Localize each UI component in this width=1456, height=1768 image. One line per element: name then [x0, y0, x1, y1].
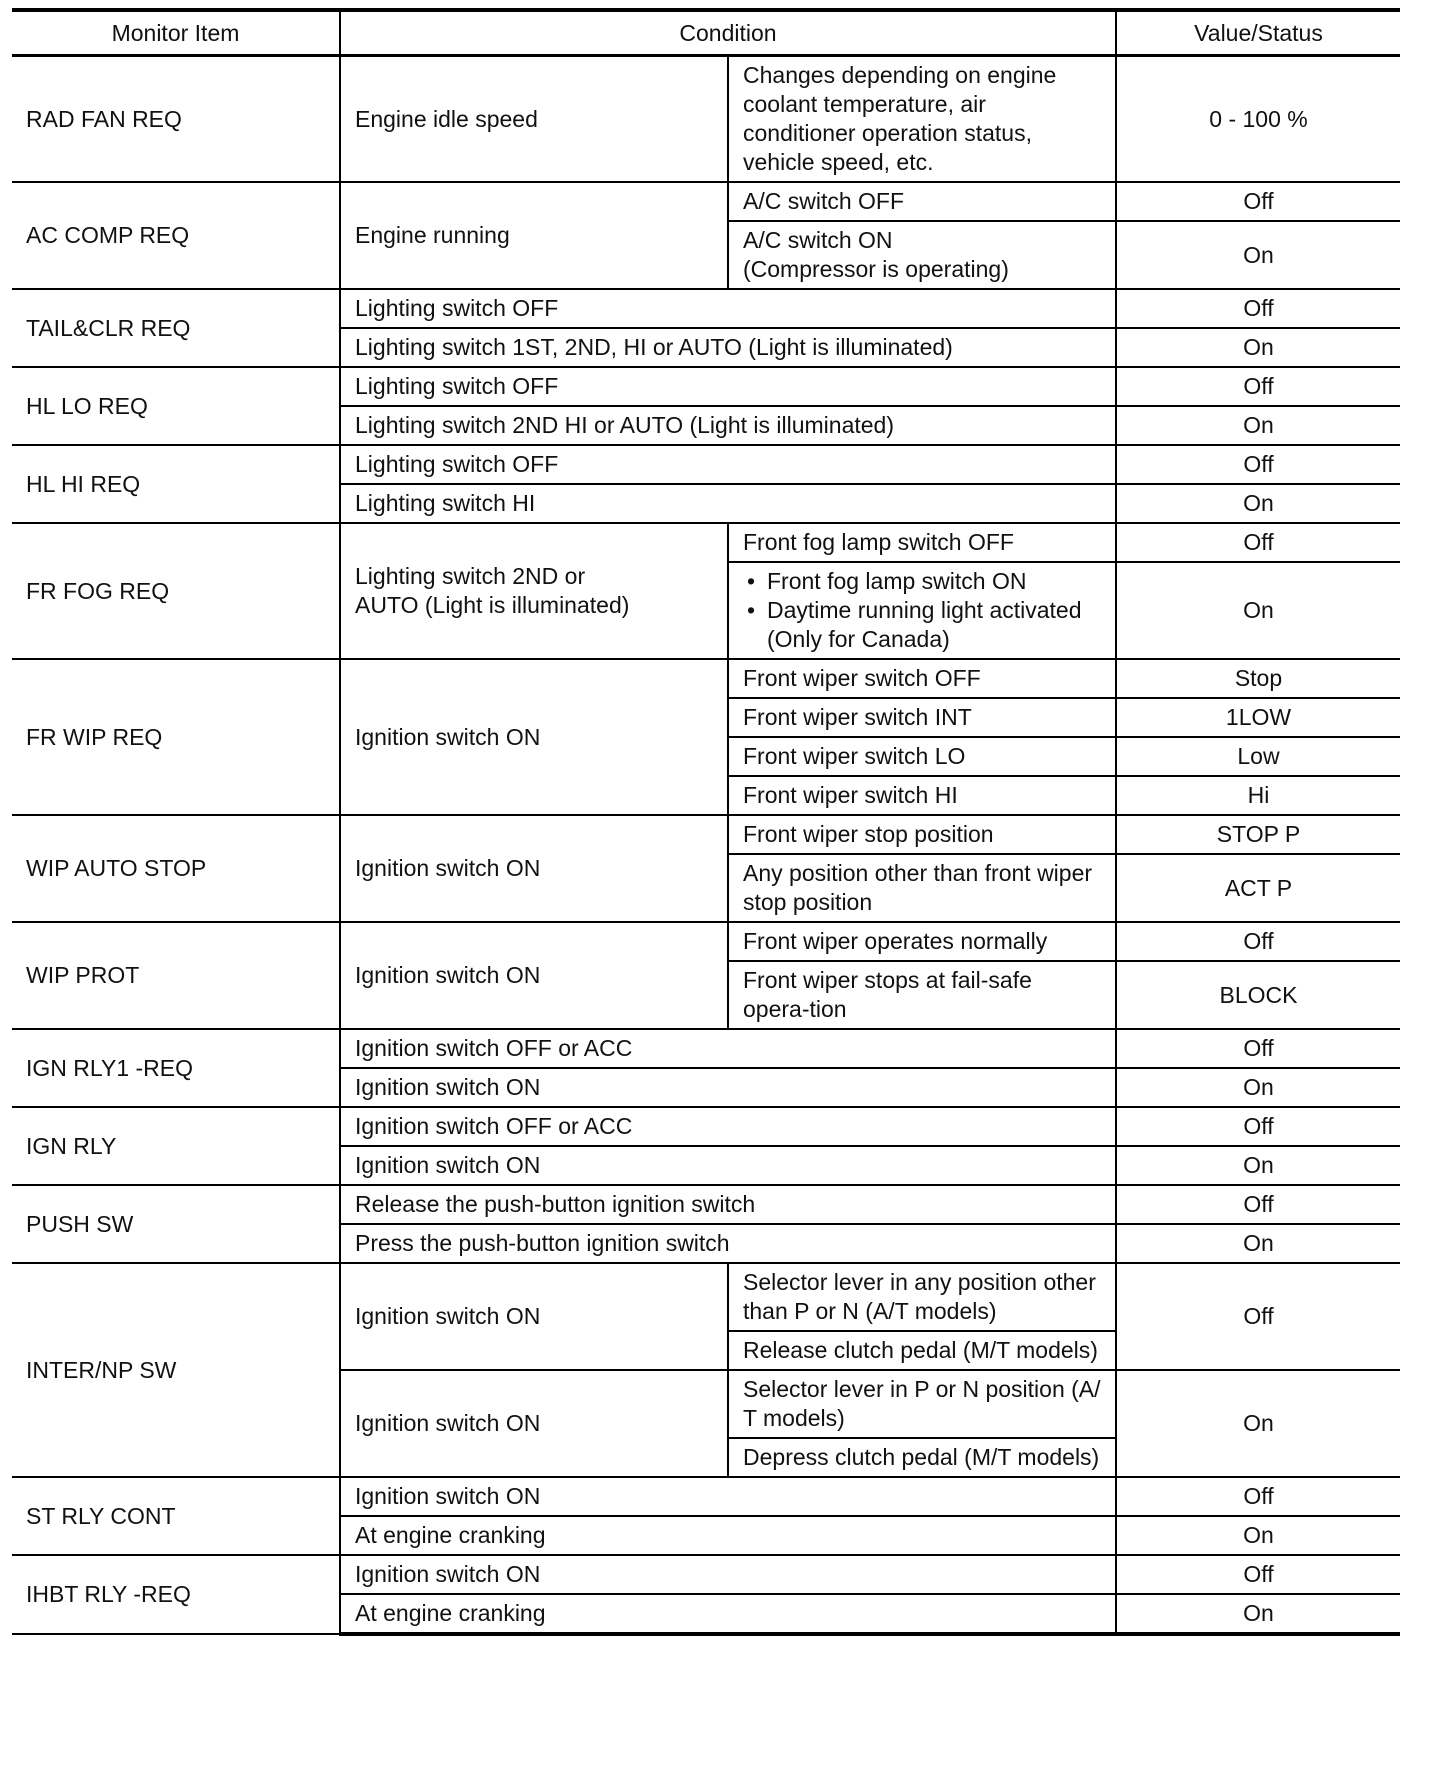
sub-condition: Front wiper switch INT: [728, 698, 1116, 737]
header-condition: Condition: [340, 10, 1116, 56]
table-row: [12, 1185, 1400, 1224]
table-row: [12, 56, 1400, 183]
condition: At engine cranking: [340, 1516, 1116, 1555]
header-monitor-item: Monitor Item: [12, 10, 340, 56]
value-status: Off: [1116, 1477, 1400, 1516]
table-row: [12, 815, 1400, 854]
value-status: 0 - 100 %: [1116, 56, 1400, 183]
value-status: Off: [1116, 289, 1400, 328]
sub-condition-line: (Compressor is operating): [743, 256, 1009, 282]
monitor-item: RAD FAN REQ: [12, 56, 340, 183]
condition: Ignition switch ON: [340, 1477, 1116, 1516]
condition: Lighting switch 2ND HI or AUTO (Light is illuminated): [340, 406, 1116, 445]
sub-condition: Depress clutch pedal (M/T models): [728, 1438, 1116, 1477]
sub-condition: A/C switch OFF: [728, 182, 1116, 221]
condition: Ignition switch ON: [340, 1068, 1116, 1107]
monitor-item: INTER/NP SW: [12, 1263, 340, 1477]
sub-condition-line: A/C switch ON: [743, 227, 893, 253]
condition: Ignition switch ON: [340, 1555, 1116, 1594]
value-status: On: [1116, 1068, 1400, 1107]
value-status: 1LOW: [1116, 698, 1400, 737]
condition: Ignition switch OFF or ACC: [340, 1107, 1116, 1146]
table-row: [12, 367, 1400, 406]
condition-line: AUTO (Light is illuminated): [355, 592, 630, 618]
header-row: [12, 10, 1400, 56]
condition: Press the push-button ignition switch: [340, 1224, 1116, 1263]
value-status: STOP P: [1116, 815, 1400, 854]
value-status: On: [1116, 484, 1400, 523]
condition: Ignition switch OFF or ACC: [340, 1029, 1116, 1068]
sub-condition: Front wiper switch LO: [728, 737, 1116, 776]
value-status: Off: [1116, 1555, 1400, 1594]
monitor-item-table: [12, 8, 1400, 1636]
table-row: [12, 523, 1400, 562]
value-status: On: [1116, 1224, 1400, 1263]
condition: Ignition switch ON: [340, 659, 728, 815]
value-status: Off: [1116, 1185, 1400, 1224]
table-row: [12, 289, 1400, 328]
monitor-item: IGN RLY1 -REQ: [12, 1029, 340, 1107]
value-status: On: [1116, 1370, 1400, 1477]
monitor-item: FR FOG REQ: [12, 523, 340, 659]
value-status: Off: [1116, 182, 1400, 221]
condition: Lighting switch OFF: [340, 289, 1116, 328]
value-status: Off: [1116, 523, 1400, 562]
monitor-item: AC COMP REQ: [12, 182, 340, 289]
sub-condition: [728, 562, 1116, 659]
sub-condition: Front fog lamp switch OFF: [728, 523, 1116, 562]
value-status: Off: [1116, 445, 1400, 484]
table-row: [12, 1029, 1400, 1068]
bullet-list: [743, 567, 1101, 654]
condition-line: Lighting switch 2ND or: [355, 563, 586, 589]
value-status: Off: [1116, 1107, 1400, 1146]
bullet-item: • Daytime running light activated (Only for Canada): [767, 596, 1101, 654]
condition: At engine cranking: [340, 1594, 1116, 1634]
table-row: [12, 1477, 1400, 1516]
sub-condition: Release clutch pedal (M/T models): [728, 1331, 1116, 1370]
value-status: Off: [1116, 922, 1400, 961]
value-status: On: [1116, 328, 1400, 367]
condition: [340, 523, 728, 659]
value-status: On: [1116, 562, 1400, 659]
table-row: [12, 445, 1400, 484]
sub-condition: Front wiper switch HI: [728, 776, 1116, 815]
monitor-item: WIP PROT: [12, 922, 340, 1029]
header-value-status: Value/Status: [1116, 10, 1400, 56]
value-status: On: [1116, 221, 1400, 289]
monitor-item: WIP AUTO STOP: [12, 815, 340, 922]
monitor-item: HL HI REQ: [12, 445, 340, 523]
monitor-item: TAIL&CLR REQ: [12, 289, 340, 367]
value-status: ACT P: [1116, 854, 1400, 922]
table-row: [12, 1555, 1400, 1594]
monitor-item: ST RLY CONT: [12, 1477, 340, 1555]
sub-condition: Any position other than front wiper stop position: [728, 854, 1116, 922]
monitor-item: PUSH SW: [12, 1185, 340, 1263]
condition: Engine running: [340, 182, 728, 289]
table-row: [12, 1107, 1400, 1146]
value-status: Hi: [1116, 776, 1400, 815]
value-status: Off: [1116, 1263, 1400, 1370]
sub-condition: Selector lever in P or N position (A/ T models): [728, 1370, 1116, 1438]
value-status: Stop: [1116, 659, 1400, 698]
condition: Lighting switch HI: [340, 484, 1116, 523]
monitor-item: HL LO REQ: [12, 367, 340, 445]
value-status: On: [1116, 406, 1400, 445]
condition: Ignition switch ON: [340, 1370, 728, 1477]
condition: Ignition switch ON: [340, 815, 728, 922]
table-row: [12, 1263, 1400, 1331]
sub-condition: Front wiper stop position: [728, 815, 1116, 854]
bullet-item: • Front fog lamp switch ON: [767, 567, 1101, 596]
condition: Lighting switch OFF: [340, 367, 1116, 406]
sub-condition: [728, 221, 1116, 289]
sub-condition: Front wiper switch OFF: [728, 659, 1116, 698]
monitor-item: IHBT RLY -REQ: [12, 1555, 340, 1634]
value-status: Off: [1116, 367, 1400, 406]
table-row: [12, 922, 1400, 961]
value-status: On: [1116, 1516, 1400, 1555]
sub-condition: Front wiper stops at fail-safe opera-tion: [728, 961, 1116, 1029]
condition: Lighting switch 1ST, 2ND, HI or AUTO (Light is illuminated): [340, 328, 1116, 367]
value-status: Low: [1116, 737, 1400, 776]
value-status: BLOCK: [1116, 961, 1400, 1029]
condition: Ignition switch ON: [340, 922, 728, 1029]
monitor-item: IGN RLY: [12, 1107, 340, 1185]
value-status: Off: [1116, 1029, 1400, 1068]
condition: Engine idle speed: [340, 56, 728, 183]
condition: Ignition switch ON: [340, 1146, 1116, 1185]
condition: Release the push-button ignition switch: [340, 1185, 1116, 1224]
monitor-item: FR WIP REQ: [12, 659, 340, 815]
sub-condition: Front wiper operates normally: [728, 922, 1116, 961]
condition: Ignition switch ON: [340, 1263, 728, 1370]
sub-condition: Changes depending on engine coolant temperature, air conditioner operation status, vehicle speed, etc.: [728, 56, 1116, 183]
value-status: On: [1116, 1594, 1400, 1634]
value-status: On: [1116, 1146, 1400, 1185]
condition: Lighting switch OFF: [340, 445, 1116, 484]
table-row: [12, 659, 1400, 698]
table-row: [12, 182, 1400, 221]
sub-condition: Selector lever in any position other than P or N (A/T models): [728, 1263, 1116, 1331]
